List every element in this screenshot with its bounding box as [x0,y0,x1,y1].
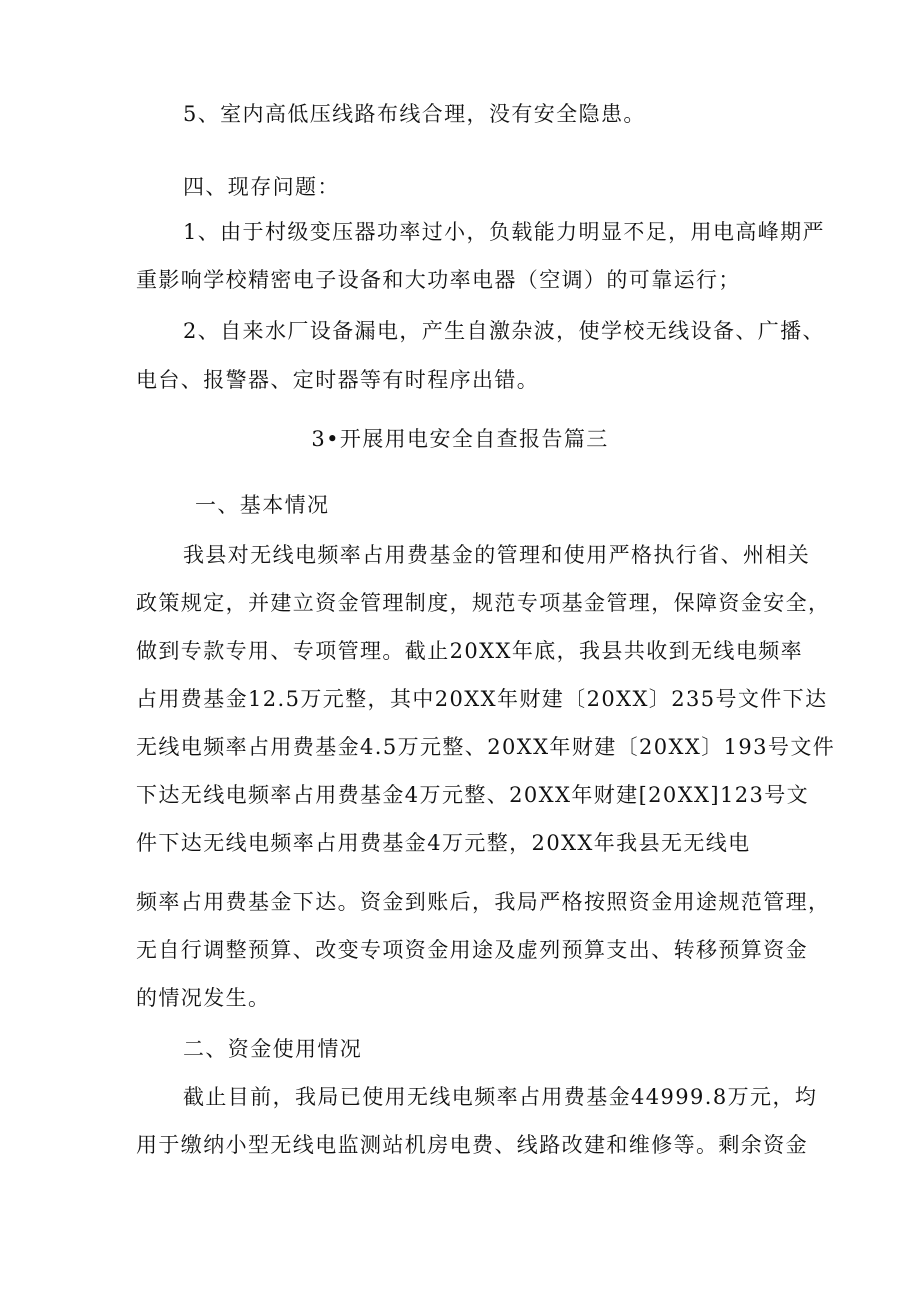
paragraph-line: 截止目前，我局已使用无线电频率占用费基金44999.8万元，均 [183,1085,818,1109]
section-heading: 一、基本情况 [195,493,330,517]
paragraph-line: 下达无线电频率占用费基金4万元整、20XX年财建[20XX]123号文 [136,783,810,807]
paragraph-line: 2、自来水厂设备漏电，产生自激杂波，使学校无线设备、广播、 [183,319,825,343]
paragraph-line: 用于缴纳小型无线电监测站机房电费、线路改建和维修等。剩余资金 [136,1133,808,1157]
paragraph-line: 无自行调整预算、改变专项资金用途及虚列预算支出、转移预算资金 [136,938,808,962]
paragraph-line: 频率占用费基金下达。资金到账后，我局严格按照资金用途规范管理， [136,890,831,914]
paragraph-line: 做到专款专用、专项管理。截止20XX年底，我县共收到无线电频率 [136,639,804,663]
paragraph-line: 电台、报警器、定时器等有时程序出错。 [136,368,540,392]
paragraph-line: 的情况发生。 [136,986,271,1010]
paragraph-line: 重影响学校精密电子设备和大功率电器（空调）的可靠运行； [136,268,741,292]
section-heading: 四、现存问题： [183,175,340,199]
section-title: 3•开展用电安全自查报告篇三 [311,427,609,451]
paragraph-line: 件下达无线电频率占用费基金4万元整，20XX年我县无无线电 [136,831,751,855]
paragraph-line: 5、室内高低压线路布线合理，没有安全隐患。 [183,102,646,126]
paragraph-line: 占用费基金12.5万元整，其中20XX年财建〔20XX〕235号文件下达 [136,687,828,711]
paragraph-line: 政策规定，并建立资金管理制度，规范专项基金管理，保障资金安全， [136,591,831,615]
paragraph-line: 1、由于村级变压器功率过小，负载能力明显不足，用电高峰期严 [183,220,825,244]
paragraph-line: 无线电频率占用费基金4.5万元整、20XX年财建〔20XX〕193号文件 [136,735,836,759]
section-heading: 二、资金使用情况 [183,1037,363,1061]
paragraph-line: 我县对无线电频率占用费基金的管理和使用严格执行省、州相关 [183,543,811,567]
